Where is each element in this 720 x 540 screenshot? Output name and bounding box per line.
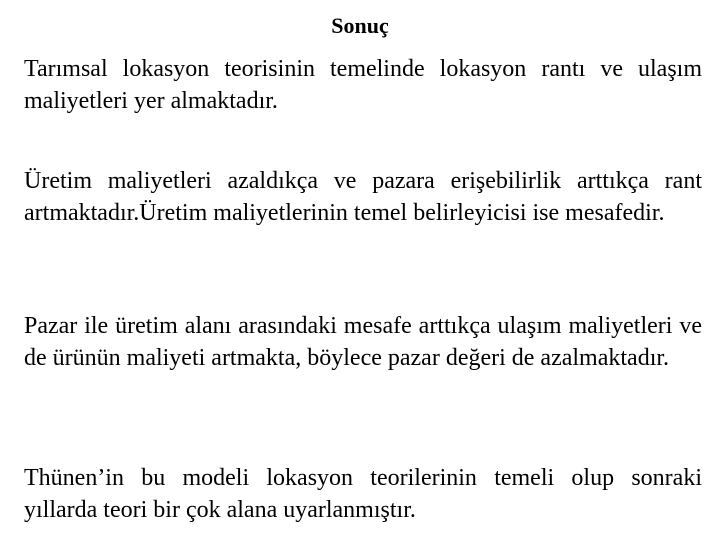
paragraph-1: Tarımsal lokasyon teorisinin temelinde lokasyon rantı ve ulaşım maliyetleri yer almaktadır. bbox=[24, 56, 702, 114]
slide-title: Sonuç bbox=[331, 13, 389, 38]
paragraph-2: Üretim maliyetleri azaldıkça ve pazara erişebilirlik arttıkça rant artmaktadır.Üretim maliyetlerinin temel belirleyicisi ise mesafedir. bbox=[24, 168, 702, 226]
paragraph-3: Pazar ile üretim alanı arasındaki mesafe arttıkça ulaşım maliyetleri ve de ürünün maliyeti artmakta, böylece pazar değeri de azalmaktadır. bbox=[24, 313, 702, 371]
paragraph-4: Thünen’in bu modeli lokasyon teorilerinin temeli olup sonraki yıllarda teori bir çok alana uyarlanmıştır. bbox=[24, 465, 702, 523]
